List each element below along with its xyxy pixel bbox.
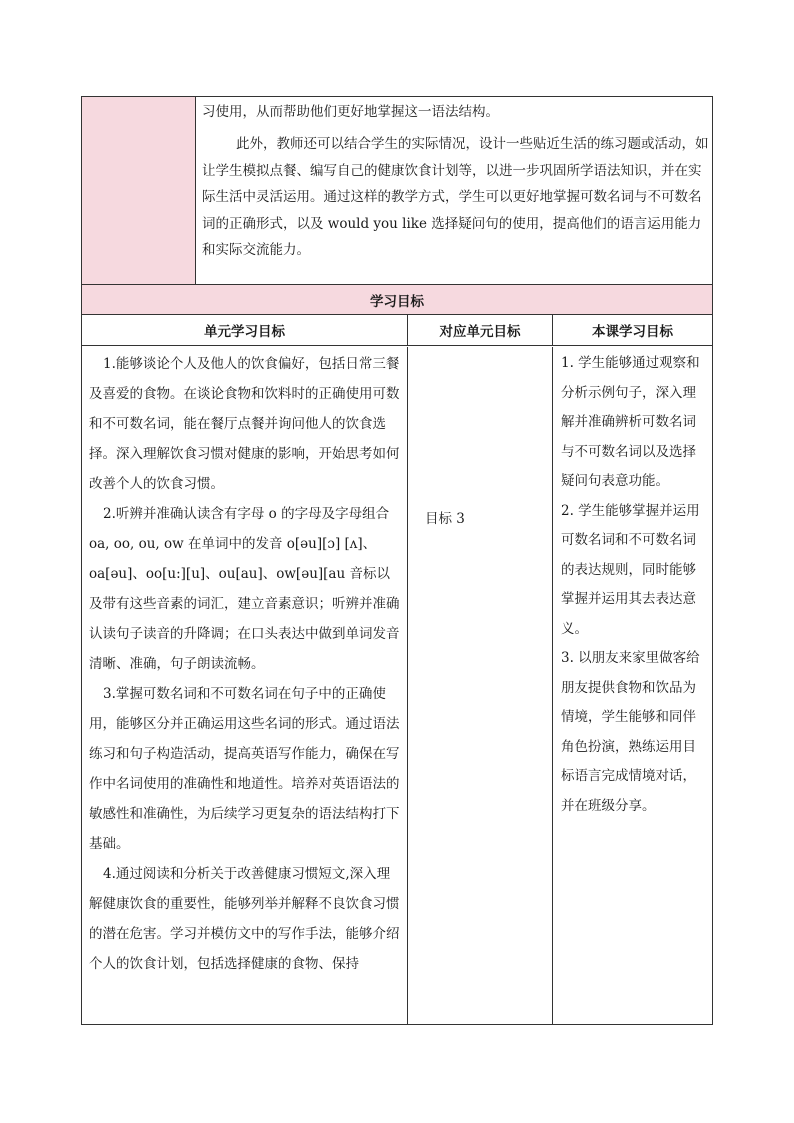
unit-goal-item: 3.掌握可数名词和不可数名词在句子中的正确使用，能够区分并正确运用这些名词的形式。通过语法练习和句子构造活动，提高英语写作能力，确保在写作中名词使用的准确性和地道性。培养对英语语法的敏感性和准确性，为后续学习更复杂的语法结构打下基础。: [89, 686, 400, 852]
lesson-goal-item: 2. 学生能够掌握并运用可数名词和不可数名词的表达规则，同时能够掌握并运用其去表达意义。: [561, 502, 700, 637]
continuation-paragraph-2: [202, 131, 710, 264]
lesson-goals-list: [561, 349, 707, 821]
lesson-plan-table: [81, 96, 713, 1025]
continuation-label-cell: [82, 97, 196, 284]
corresponding-goal-cell: [408, 347, 553, 1024]
continuation-paragraph-1: 习使用，从而帮助他们更好地掌握这一语法结构。: [202, 104, 499, 120]
continuation-content-cell: [196, 97, 712, 284]
unit-goal-item: 1.能够谈论个人及他人的饮食偏好，包括日常三餐及喜爱的食物。在谈论食物和饮料时的正确使用可数和不可数名词，能在餐厅点餐并询问他人的饮食选择。深入理解饮食习惯对健康的影响，开始思考如何改善个人的饮食习惯。: [89, 356, 400, 492]
unit-goals-list: [89, 349, 403, 979]
lesson-goal-item: 1. 学生能够通过观察和分析示例句子，深入理解并准确辨析可数名词与不可数名词以及选择疑问句表意功能。: [561, 355, 700, 489]
column-header-lesson-goals: 本课学习目标: [553, 315, 712, 346]
unit-goal-item: 2.听辨并准确认读含有字母 o 的字母及字母组合 oa, oo, ou, ow 在单词中的发音 o[əu][ɔ] [ʌ]、oa[əu]、oo[u:][u]、ou[au]、ow[əu][au 音标以及带有这些音素的词汇，建立音素意识；听辨并准确认读句子读音的升降调；在口头表达中做到单词发音清晰、准确，句子朗读流畅。: [89, 506, 400, 672]
corresponding-goal-value: 目标 3: [425, 511, 465, 527]
lesson-goals-cell: [553, 347, 712, 1024]
column-header-corresponding-goal: 对应单元目标: [408, 315, 553, 346]
unit-goals-cell: [82, 347, 408, 1024]
continuation-paragraph-2-text: 此外，教师还可以结合学生的实际情况，设计一些贴近生活的练习题或活动，如让学生模拟点餐、编写自己的健康饮食计划等，以进一步巩固所学语法知识，并在实际生活中灵活运用。通过这样的教学方式，学生可以更好地掌握可数名词与不可数名词的正确形式，以及 would you like 选择疑问句的使用，提高他们的语言运用能力和实际交流能力。: [202, 136, 709, 258]
unit-goal-item: 4.通过阅读和分析关于改善健康习惯短文,深入理解健康饮食的重要性，能够列举并解释不良饮食习惯的潜在危害。学习并模仿文中的写作手法，能够介绍个人的饮食计划，包括选择健康的食物、保持: [89, 866, 400, 972]
continuation-row: [82, 97, 712, 285]
section-heading-learning-goals: 学习目标: [82, 285, 712, 315]
lesson-goal-item: 3. 以朋友来家里做客给朋友提供食物和饮品为情境，学生能够和同伴角色扮演，熟练运用目标语言完成情境对话，并在班级分享。: [561, 650, 700, 814]
column-header-unit-goals: 单元学习目标: [82, 315, 408, 346]
